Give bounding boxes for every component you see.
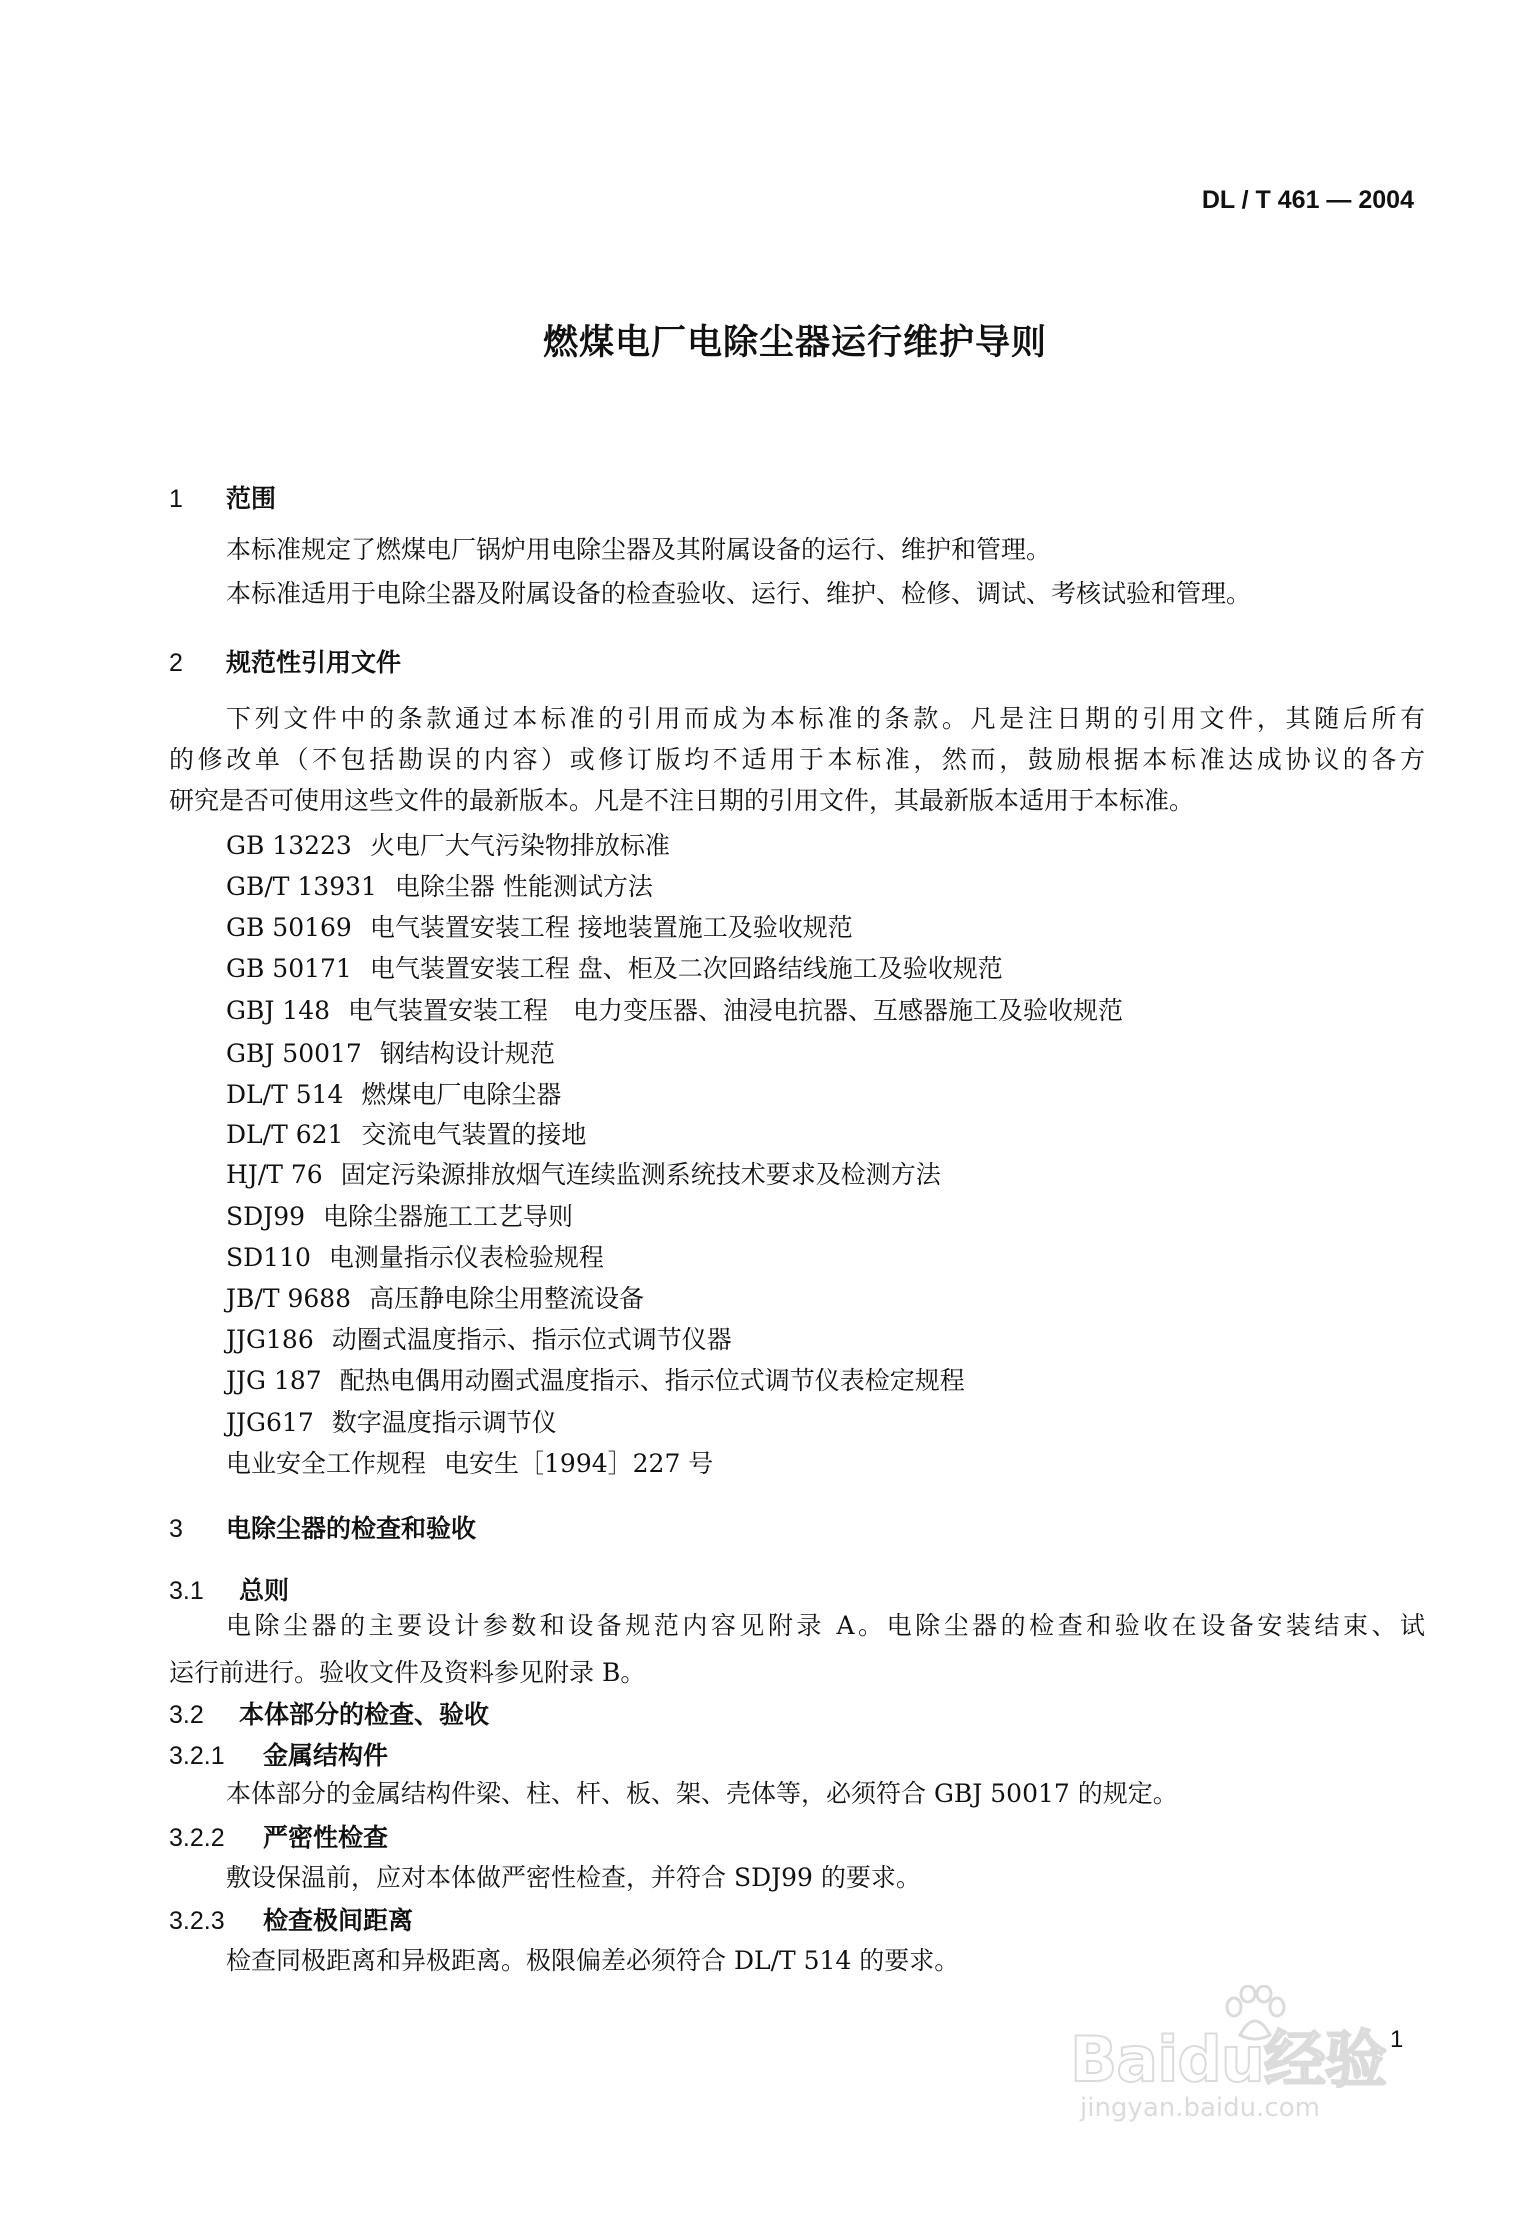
reference-title: 交流电气装置的接地: [361, 1120, 587, 1149]
reference-title: 电气装置安装工程 电力变压器、油浸电抗器、互感器施工及验收规范: [348, 996, 1124, 1025]
reference-code: GBJ 148: [226, 996, 331, 1025]
reference-item: [226, 1451, 713, 1476]
paragraph: 本体部分的金属结构件梁、柱、杆、板、架、壳体等，必须符合 GBJ 50017 的规定。: [226, 1779, 1178, 1808]
reference-item: [226, 1245, 604, 1270]
reference-code: DL/T 514: [226, 1080, 344, 1109]
reference-title: 燃煤电厂电除尘器: [361, 1080, 562, 1109]
baidu-watermark: [1070, 1985, 1420, 2130]
section-2-heading: [169, 650, 401, 676]
section-title: 金属结构件: [263, 1741, 389, 1770]
section-3-2-2-heading: [169, 1825, 388, 1851]
reference-code: JB/T 9688: [226, 1284, 352, 1313]
reference-title: 电除尘器 性能测试方法: [394, 872, 653, 901]
section-number: 3: [169, 1515, 183, 1543]
section-number: 1: [169, 485, 183, 513]
reference-code: GB 13223: [226, 831, 352, 860]
reference-code: GB/T 13931: [226, 872, 377, 901]
paragraph: 本标准适用于电除尘器及附属设备的检查验收、运行、维护、检修、调试、考核试验和管理。: [226, 579, 1252, 608]
reference-title: 固定污染源排放烟气连续监测系统技术要求及检测方法: [340, 1160, 941, 1189]
reference-item: [226, 998, 1123, 1023]
reference-title: 电气装置安装工程 盘、柜及二次回路结线施工及验收规范: [369, 954, 1003, 983]
reference-title: 配热电偶用动圈式温度指示、指示位式调节仪表检定规程: [339, 1366, 965, 1395]
reference-item: [226, 915, 853, 940]
reference-code: DL/T 621: [226, 1120, 344, 1149]
paragraph-line: 研究是否可使用这些文件的最新版本。凡是不注日期的引用文件，其最新版本适用于本标准。: [169, 786, 1195, 815]
section-title: 范围: [226, 484, 277, 513]
reference-code: GB 50169: [226, 913, 352, 942]
reference-code: 电业安全工作规程: [226, 1449, 427, 1478]
paragraph: 本标准规定了燃煤电厂锅炉用电除尘器及其附属设备的运行、维护和管理。: [226, 535, 1052, 564]
section-3-heading: [169, 1516, 476, 1542]
reference-title: 钢结构设计规范: [379, 1039, 555, 1068]
paragraph-line: 的修改单（不包括勘误的内容）或修订版均不适用于本标准，然而，鼓励根据本标准达成协议的各方: [169, 745, 1425, 774]
section-title: 本体部分的检查、验收: [239, 1700, 490, 1729]
reference-code: GB 50171: [226, 954, 352, 983]
section-3-2-1-heading: [169, 1743, 388, 1769]
reference-code: JJG186: [226, 1325, 314, 1354]
paragraph: 敷设保温前，应对本体做严密性检查，并符合 SDJ99 的要求。: [226, 1863, 921, 1892]
reference-code: SD110: [226, 1243, 311, 1272]
reference-code: JJG617: [226, 1408, 314, 1437]
reference-item: [226, 1204, 573, 1229]
section-3-2-3-heading: [169, 1908, 413, 1934]
reference-code: HJ/T 76: [226, 1160, 323, 1189]
section-1-heading: [169, 486, 276, 512]
standard-code-header: DL / T 461 — 2004: [1201, 186, 1414, 214]
section-3-1-heading: [169, 1578, 289, 1604]
reference-code: GBJ 50017: [226, 1039, 362, 1068]
reference-code: SDJ99: [226, 1202, 306, 1231]
reference-title: 火电厂大气污染物排放标准: [369, 831, 670, 860]
reference-item: [226, 1410, 557, 1435]
paragraph-line: 运行前进行。验收文件及资料参见附录 B。: [169, 1658, 646, 1687]
paragraph-line: 电除尘器的主要设计参数和设备规范内容见附录 A。电除尘器的检查和验收在设备安装结束、试: [226, 1611, 1425, 1640]
paragraph: 检查同极距离和异极距离。极限偏差必须符合 DL/T 514 的要求。: [226, 1946, 960, 1975]
reference-title: 电气装置安装工程 接地装置施工及验收规范: [369, 913, 853, 942]
reference-item: [226, 1122, 586, 1147]
section-title: 严密性检查: [263, 1823, 389, 1852]
paragraph-line: 下列文件中的条款通过本标准的引用而成为本标准的条款。凡是注日期的引用文件，其随后所有: [226, 704, 1425, 733]
section-number: 2: [169, 649, 183, 677]
document-title: 燃煤电厂电除尘器运行维护导则: [542, 323, 1047, 363]
reference-title: 数字温度指示调节仪: [331, 1408, 557, 1437]
reference-title: 电测量指示仪表检验规程: [328, 1243, 604, 1272]
reference-title: 高压静电除尘用整流设备: [369, 1284, 645, 1313]
reference-item: [226, 833, 670, 858]
section-number: 3.2.1: [169, 1742, 225, 1770]
reference-item: [226, 1286, 644, 1311]
section-title: 总则: [239, 1576, 290, 1605]
reference-item: [226, 874, 653, 899]
reference-title: 电安生［1994］227 号: [444, 1449, 714, 1478]
reference-item: [226, 1041, 555, 1066]
reference-title: 动圈式温度指示、指示位式调节仪器: [331, 1325, 732, 1354]
reference-item: [226, 956, 1003, 981]
watermark-url: jingyan.baidu.com: [1080, 2093, 1320, 2123]
reference-item: [226, 1162, 941, 1187]
page-number: 1: [1390, 2026, 1404, 2053]
section-number: 3.1: [169, 1577, 204, 1605]
reference-item: [226, 1327, 732, 1352]
section-title: 检查极间距离: [263, 1906, 414, 1935]
section-title: 规范性引用文件: [226, 648, 402, 677]
section-number: 3.2.3: [169, 1907, 225, 1935]
section-3-2-heading: [169, 1702, 489, 1728]
section-number: 3.2: [169, 1701, 204, 1729]
reference-item: [226, 1082, 561, 1107]
reference-item: [226, 1368, 965, 1393]
reference-code: JJG 187: [226, 1366, 322, 1395]
reference-title: 电除尘器施工工艺导则: [323, 1202, 574, 1231]
section-title: 电除尘器的检查和验收: [226, 1514, 477, 1543]
watermark-brand: Baidu经验: [1070, 2023, 1386, 2096]
section-number: 3.2.2: [169, 1824, 225, 1852]
